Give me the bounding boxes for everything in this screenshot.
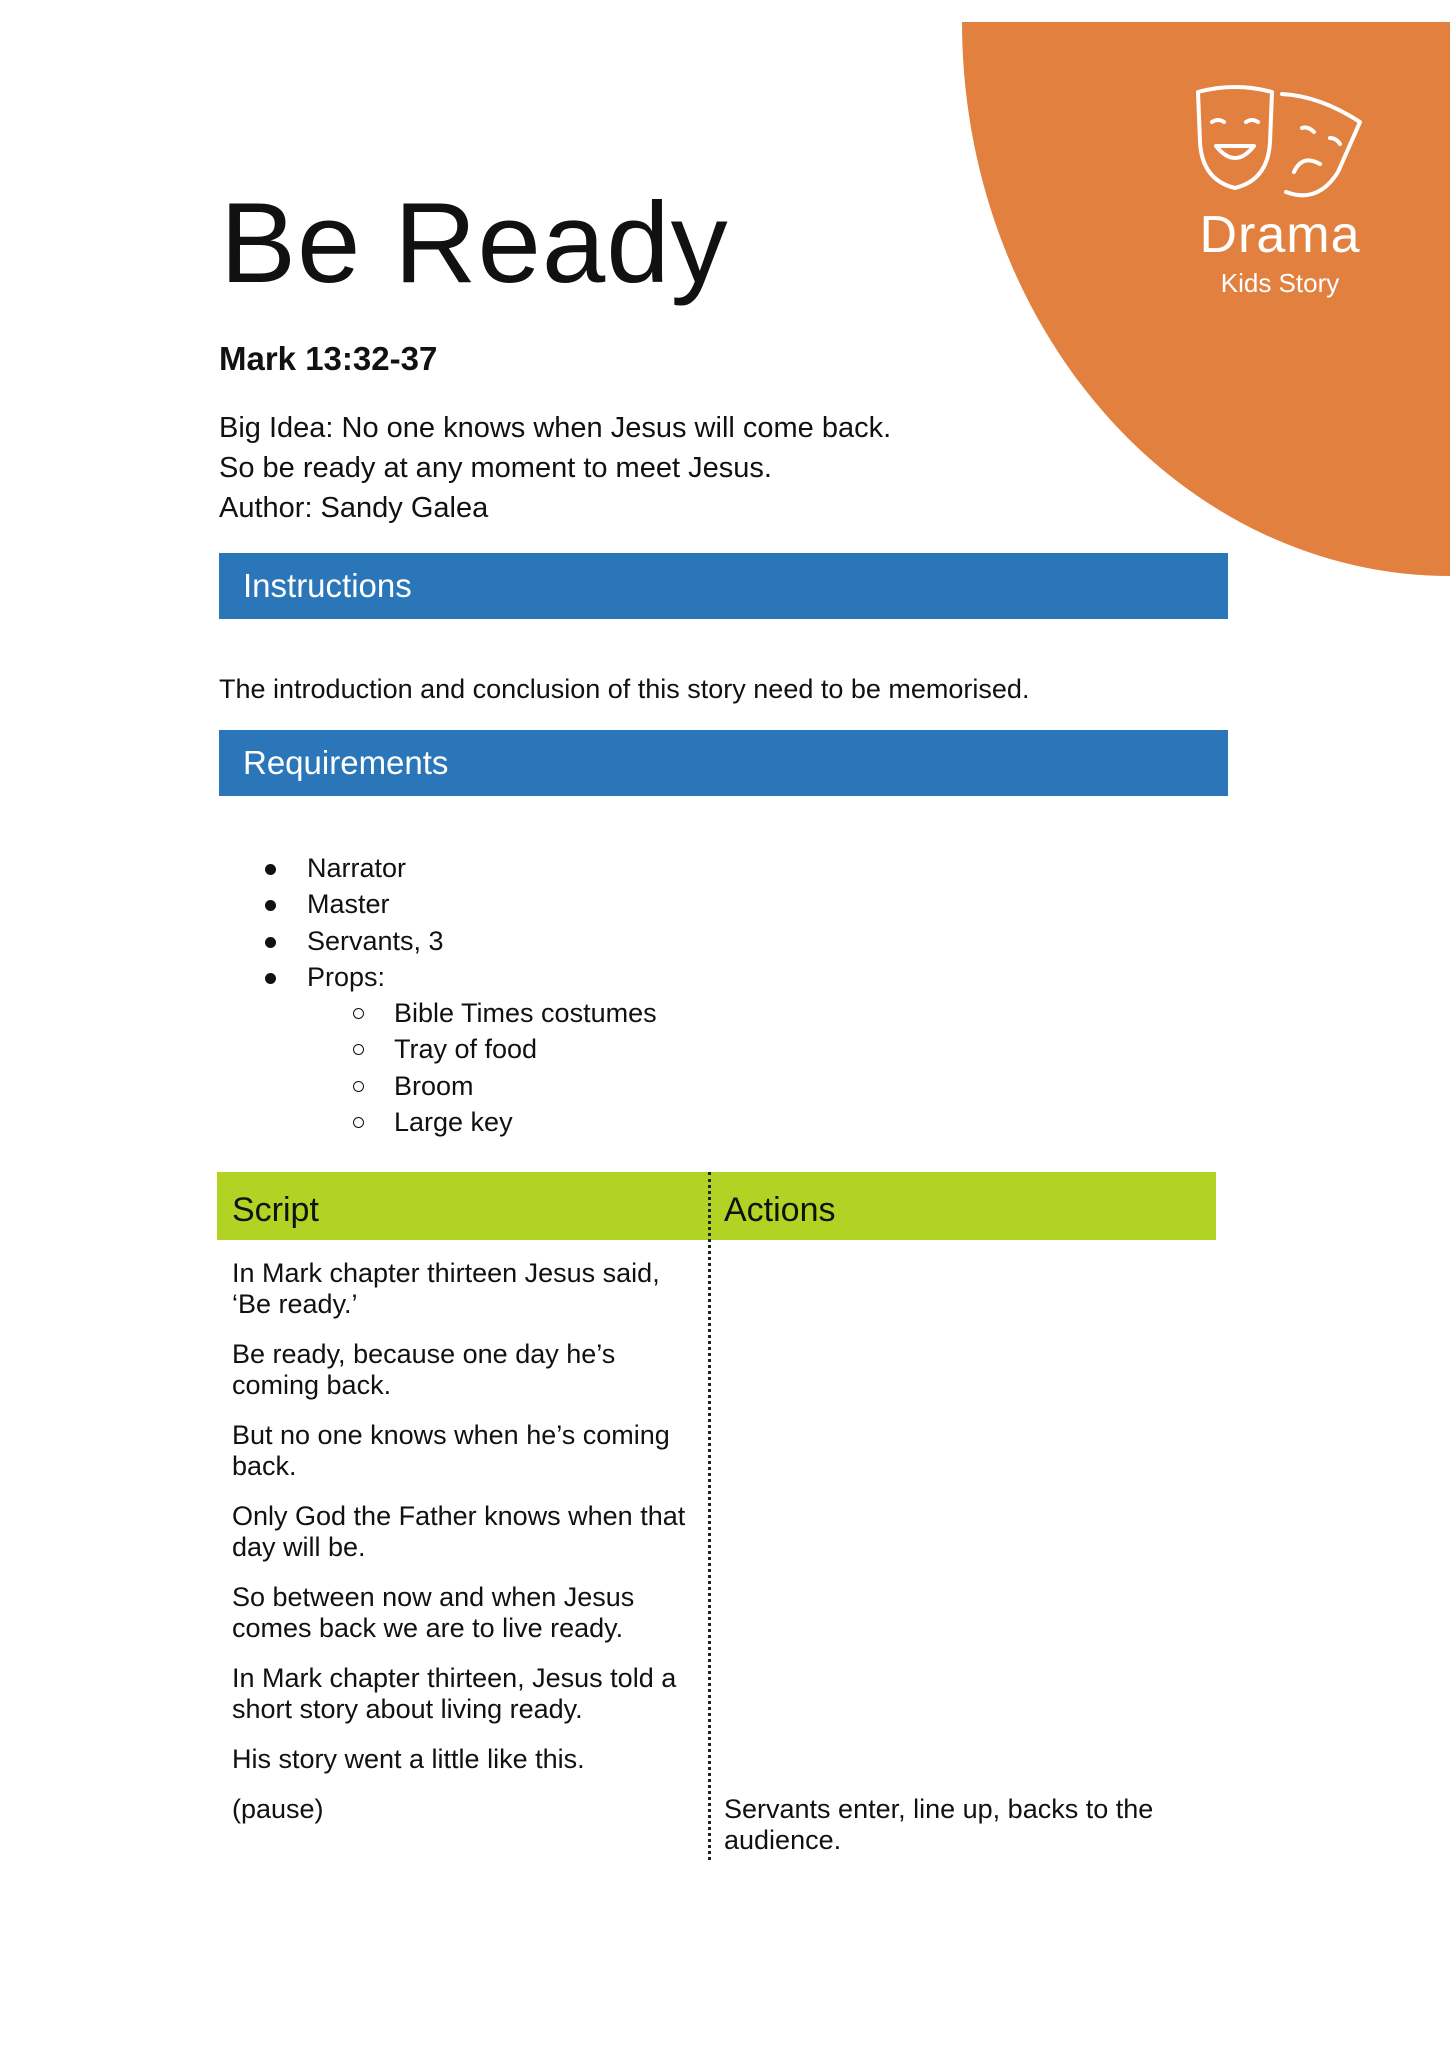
theatre-masks-icon <box>1190 80 1370 210</box>
list-item: Tray of food <box>351 1031 657 1067</box>
script-cell: But no one knows when he’s coming back. <box>232 1420 670 1481</box>
list-item: Servants, 3 <box>263 923 444 959</box>
script-cell: Be ready, because one day he’s coming back. <box>232 1339 616 1400</box>
intro-block <box>219 408 891 528</box>
list-item: Bible Times costumes <box>351 995 657 1031</box>
list-item: Narrator <box>263 850 444 886</box>
author-line: Author: Sandy Galea <box>219 492 489 524</box>
script-cell: In Mark chapter thirteen, Jesus told a short story about living ready. <box>232 1663 677 1724</box>
script-cell: (pause) <box>232 1794 324 1824</box>
instructions-heading: Instructions <box>219 553 1228 619</box>
page-title: Be Ready <box>220 180 729 307</box>
props-list <box>351 995 657 1140</box>
list-item: Large key <box>351 1104 657 1140</box>
actions-column-header: Actions <box>709 1172 1216 1240</box>
list-item: Broom <box>351 1068 657 1104</box>
script-table <box>217 1172 1216 1860</box>
hollow-bullet-icon <box>353 1117 364 1128</box>
script-cell: In Mark chapter thirteen Jesus said, ‘Be ready.’ <box>232 1258 660 1319</box>
script-column-header: Script <box>217 1172 709 1240</box>
bullet-icon <box>265 864 276 875</box>
big-idea-line-1: Big Idea: No one knows when Jesus will come back. <box>219 412 892 444</box>
requirements-heading: Requirements <box>219 730 1228 796</box>
script-cell: His story went a little like this. <box>232 1744 585 1774</box>
badge-subtitle: Kids Story <box>1220 268 1340 298</box>
bullet-icon <box>265 937 276 948</box>
instructions-text: The introduction and conclusion of this story need to be memorised. <box>219 674 1030 704</box>
script-cell: Only God the Father knows when that day will be. <box>232 1501 686 1562</box>
list-item: Props: <box>263 959 444 995</box>
action-cell: Servants enter, line up, backs to the audience. <box>724 1794 1154 1855</box>
bullet-icon <box>265 973 276 984</box>
script-cell: So between now and when Jesus comes back we are to live ready. <box>232 1582 635 1643</box>
column-divider <box>708 1172 711 1860</box>
hollow-bullet-icon <box>353 1044 364 1055</box>
requirements-list <box>263 850 444 995</box>
big-idea-line-2: So be ready at any moment to meet Jesus. <box>219 452 772 484</box>
hollow-bullet-icon <box>353 1081 364 1092</box>
hollow-bullet-icon <box>353 1008 364 1019</box>
bullet-icon <box>265 900 276 911</box>
badge-title: Drama <box>1199 206 1361 264</box>
list-item: Master <box>263 886 444 922</box>
scripture-reference: Mark 13:32-37 <box>219 340 438 377</box>
